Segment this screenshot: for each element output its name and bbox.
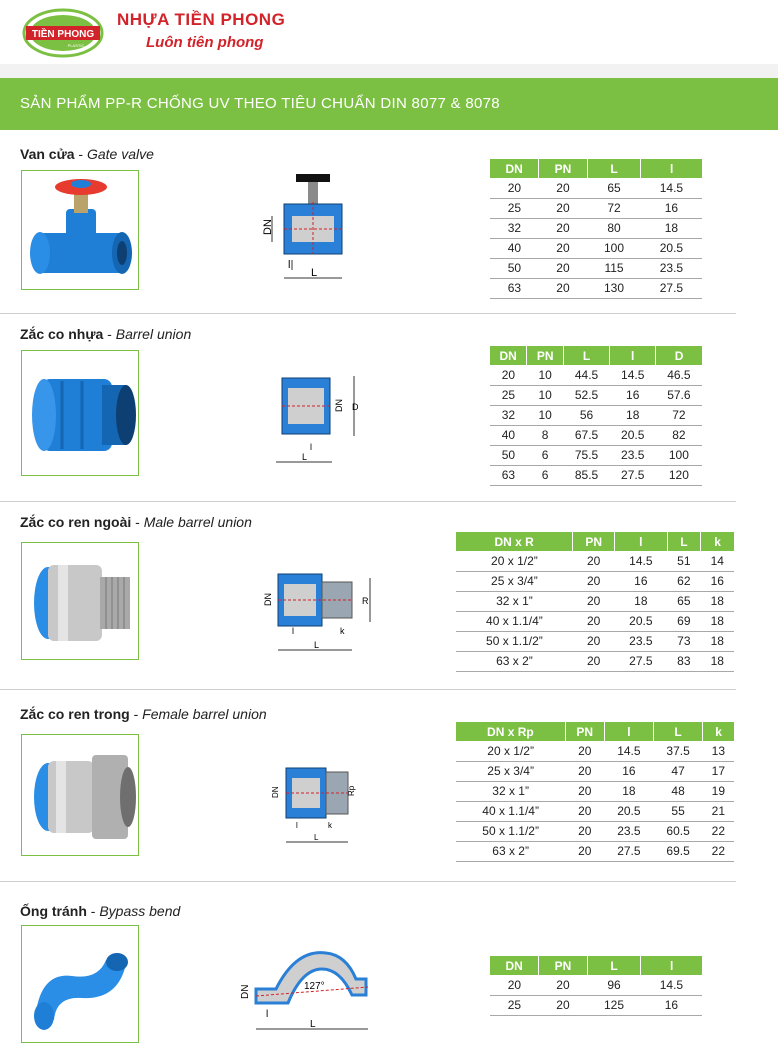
table-cell: 20	[573, 651, 615, 671]
table-cell: 20	[539, 238, 587, 258]
table-cell: 20	[539, 258, 587, 278]
column-header: L	[667, 532, 700, 551]
title-en: Barrel union	[115, 326, 192, 342]
table-cell: 20.5	[604, 801, 653, 821]
table-header-row	[490, 346, 702, 365]
table-cell: 16	[641, 995, 702, 1015]
table-cell: 20	[573, 591, 615, 611]
table-cell: 20	[573, 631, 615, 651]
table-cell: 18	[701, 631, 734, 651]
table-cell: 18	[641, 218, 702, 238]
table-cell: 67.5	[563, 425, 609, 445]
table-cell: 14	[701, 551, 734, 571]
table-row	[456, 551, 734, 571]
table-cell: 75.5	[563, 445, 609, 465]
table-cell: 20.5	[615, 611, 668, 631]
table-cell: 60.5	[653, 821, 702, 841]
label-l-small: l	[292, 626, 294, 636]
divider	[0, 689, 736, 690]
table-row	[490, 365, 702, 385]
label-k: k	[328, 821, 332, 830]
technical-drawing-gate-valve	[262, 172, 356, 286]
column-header: PN	[539, 159, 587, 178]
table-cell: 27.5	[610, 465, 656, 485]
banner	[0, 78, 778, 130]
spec-table-female-barrel-union	[456, 722, 734, 862]
table-cell: 32	[490, 405, 527, 425]
table-row	[456, 651, 734, 671]
table-cell: 22	[703, 821, 734, 841]
table-row	[490, 425, 702, 445]
table-cell: 96	[587, 975, 641, 995]
table-cell: 69.5	[653, 841, 702, 861]
section-title: Van cửa - Gate valve	[20, 146, 154, 162]
table-cell: 18	[701, 651, 734, 671]
table-cell: 130	[587, 278, 641, 298]
table-cell: 10	[527, 365, 564, 385]
label-rp: Rp	[347, 785, 356, 796]
table-cell: 40 x 1.1/4”	[456, 801, 565, 821]
table-row	[490, 385, 702, 405]
section-title: Zắc co nhựa - Barrel union	[20, 326, 192, 342]
title-en: Male barrel union	[143, 514, 252, 530]
table-header-row	[456, 722, 734, 741]
divider	[0, 313, 736, 314]
table-cell: 23.5	[610, 445, 656, 465]
section-title: Zắc co ren trong - Female barrel union	[20, 706, 267, 722]
table-cell: 20	[565, 741, 604, 761]
table-cell: 63	[490, 278, 539, 298]
spec-table-barrel-union	[490, 346, 702, 486]
table-header-row	[490, 956, 702, 975]
table-row	[456, 611, 734, 631]
product-photo-barrel-union	[21, 350, 139, 476]
table-row	[490, 405, 702, 425]
spec-table-gate-valve	[490, 159, 702, 299]
table-cell: 50	[490, 258, 539, 278]
column-header: PN	[539, 956, 587, 975]
column-header: D	[656, 346, 702, 365]
table-cell: 20	[539, 975, 587, 995]
table-cell: 20 x 1/2”	[456, 551, 573, 571]
table-cell: 6	[527, 465, 564, 485]
title-vn: Ống tránh	[20, 903, 87, 919]
column-header: l	[641, 956, 702, 975]
column-header: l	[610, 346, 656, 365]
column-header: L	[587, 159, 641, 178]
table-row	[490, 218, 702, 238]
table-cell: 100	[587, 238, 641, 258]
section-title: Zắc co ren ngoài - Male barrel union	[20, 514, 252, 530]
table-row	[456, 821, 734, 841]
table-cell: 18	[604, 781, 653, 801]
table-cell: 16	[701, 571, 734, 591]
label-l-large: L	[302, 452, 308, 462]
product-photo-male-barrel-union	[21, 542, 139, 660]
technical-drawing-female-barrel-union	[268, 756, 368, 852]
technical-drawing-bypass-bend	[236, 939, 376, 1035]
table-row	[490, 278, 702, 298]
table-cell: 25 x 3/4”	[456, 571, 573, 591]
table-cell: 50	[490, 445, 527, 465]
table-cell: 50 x 1.1/2”	[456, 631, 573, 651]
label-r: R	[362, 596, 369, 606]
table-cell: 25 x 3/4”	[456, 761, 565, 781]
table-cell: 6	[527, 445, 564, 465]
table-cell: 14.5	[641, 975, 702, 995]
table-cell: 44.5	[563, 365, 609, 385]
table-cell: 46.5	[656, 365, 702, 385]
table-cell: 27.5	[604, 841, 653, 861]
table-cell: 20.5	[641, 238, 702, 258]
table-row	[456, 591, 734, 611]
table-cell: 14.5	[610, 365, 656, 385]
column-header: PN	[527, 346, 564, 365]
table-cell: 14.5	[615, 551, 668, 571]
label-angle: 127°	[304, 981, 325, 992]
table-cell: 82	[656, 425, 702, 445]
table-cell: 120	[656, 465, 702, 485]
table-row	[456, 801, 734, 821]
product-photo-bypass-bend	[21, 925, 139, 1043]
divider	[0, 501, 736, 502]
table-cell: 14.5	[641, 178, 702, 198]
column-header: DN x Rp	[456, 722, 565, 741]
table-cell: 20	[490, 975, 539, 995]
table-row	[490, 198, 702, 218]
label-dn: DN	[271, 786, 280, 798]
label-dn: DN	[262, 219, 274, 235]
table-cell: 17	[703, 761, 734, 781]
title-vn: Van cửa	[20, 146, 75, 162]
table-cell: 72	[587, 198, 641, 218]
table-cell: 16	[610, 385, 656, 405]
table-row	[456, 761, 734, 781]
table-cell: 19	[703, 781, 734, 801]
table-cell: 63 x 2”	[456, 841, 565, 861]
table-cell: 16	[615, 571, 668, 591]
table-cell: 25	[490, 995, 539, 1015]
table-cell: 14.5	[604, 741, 653, 761]
table-cell: 27.5	[615, 651, 668, 671]
title-vn: Zắc co ren ngoài	[20, 514, 132, 530]
table-cell: 27.5	[641, 278, 702, 298]
table-cell: 65	[667, 591, 700, 611]
table-row	[456, 781, 734, 801]
technical-drawing-male-barrel-union	[262, 560, 382, 660]
table-cell: 10	[527, 385, 564, 405]
label-l-large: L	[311, 267, 318, 279]
table-row	[490, 238, 702, 258]
label-l-small: l	[288, 259, 291, 271]
table-row	[490, 178, 702, 198]
table-cell: 23.5	[615, 631, 668, 651]
section-title: Ống tránh - Bypass bend	[20, 903, 181, 919]
table-row	[490, 465, 702, 485]
table-header-row	[490, 159, 702, 178]
title-en: Female barrel union	[142, 706, 267, 722]
column-header: L	[587, 956, 641, 975]
column-header: DN	[490, 159, 539, 178]
column-header: PN	[573, 532, 615, 551]
column-header: k	[701, 532, 734, 551]
table-cell: 20	[490, 178, 539, 198]
table-cell: 20.5	[610, 425, 656, 445]
logo-subtext: PLASTIC	[67, 43, 85, 48]
column-header: l	[615, 532, 668, 551]
column-header: PN	[565, 722, 604, 741]
table-cell: 21	[703, 801, 734, 821]
table-cell: 23.5	[641, 258, 702, 278]
table-cell: 125	[587, 995, 641, 1015]
table-row	[490, 258, 702, 278]
column-header: L	[563, 346, 609, 365]
label-l-small: l	[310, 442, 312, 452]
label-dn: DN	[240, 984, 251, 999]
column-header: DN x R	[456, 532, 573, 551]
table-cell: 40	[490, 425, 527, 445]
table-cell: 63 x 2”	[456, 651, 573, 671]
table-cell: 22	[703, 841, 734, 861]
table-cell: 16	[604, 761, 653, 781]
table-cell: 57.6	[656, 385, 702, 405]
column-header: L	[653, 722, 702, 741]
label-l-small: l	[266, 1009, 269, 1020]
table-cell: 85.5	[563, 465, 609, 485]
table-cell: 20	[565, 841, 604, 861]
table-cell: 63	[490, 465, 527, 485]
table-cell: 20	[539, 218, 587, 238]
table-cell: 23.5	[604, 821, 653, 841]
header	[0, 0, 778, 64]
table-cell: 20 x 1/2”	[456, 741, 565, 761]
table-header-row	[456, 532, 734, 551]
table-cell: 20	[539, 278, 587, 298]
label-l-large: L	[314, 833, 319, 842]
label-l-large: L	[314, 640, 320, 650]
table-cell: 20	[573, 611, 615, 631]
table-cell: 16	[641, 198, 702, 218]
table-cell: 55	[653, 801, 702, 821]
table-cell: 51	[667, 551, 700, 571]
table-row	[456, 741, 734, 761]
label-dn: DN	[263, 593, 273, 606]
label-d: D	[352, 402, 359, 412]
table-cell: 20	[539, 178, 587, 198]
title-vn: Zắc co ren trong	[20, 706, 130, 722]
column-header: l	[641, 159, 702, 178]
table-cell: 18	[610, 405, 656, 425]
logo-text: TIỀN PHONG	[31, 29, 95, 40]
divider	[0, 881, 736, 882]
table-cell: 48	[653, 781, 702, 801]
table-cell: 69	[667, 611, 700, 631]
table-cell: 72	[656, 405, 702, 425]
table-cell: 25	[490, 385, 527, 405]
brand-name: NHỰA TIỀN PHONG	[117, 10, 286, 29]
table-cell: 18	[701, 611, 734, 631]
table-cell: 20	[539, 995, 587, 1015]
table-cell: 56	[563, 405, 609, 425]
table-cell: 40 x 1.1/4”	[456, 611, 573, 631]
title-vn: Zắc co nhựa	[20, 326, 104, 342]
table-cell: 20	[565, 781, 604, 801]
banner-title: SẢN PHẨM PP-R CHỐNG UV THEO TIÊU CHUẨN DIN 8077 & 8078	[20, 95, 500, 112]
title-en: Gate valve	[86, 146, 154, 162]
table-cell: 115	[587, 258, 641, 278]
table-cell: 83	[667, 651, 700, 671]
table-row	[456, 571, 734, 591]
table-cell: 62	[667, 571, 700, 591]
table-cell: 20	[490, 365, 527, 385]
header-gap	[0, 64, 778, 78]
table-cell: 40	[490, 238, 539, 258]
table-row	[456, 631, 734, 651]
table-cell: 20	[573, 571, 615, 591]
product-photo-female-barrel-union	[21, 734, 139, 856]
label-l-small: l	[296, 821, 298, 830]
table-cell: 37.5	[653, 741, 702, 761]
table-cell: 10	[527, 405, 564, 425]
table-cell: 20	[565, 821, 604, 841]
column-header: l	[604, 722, 653, 741]
spec-table-male-barrel-union	[456, 532, 734, 672]
table-row	[456, 841, 734, 861]
table-cell: 8	[527, 425, 564, 445]
table-cell: 52.5	[563, 385, 609, 405]
brand-slogan: Luôn tiên phong	[146, 34, 264, 51]
table-cell: 73	[667, 631, 700, 651]
table-row	[490, 995, 702, 1015]
table-cell: 18	[615, 591, 668, 611]
product-photo-gate-valve	[21, 170, 139, 290]
spec-table-bypass-bend	[490, 956, 702, 1016]
table-cell: 80	[587, 218, 641, 238]
table-cell: 100	[656, 445, 702, 465]
technical-drawing-barrel-union	[272, 358, 362, 468]
table-cell: 20	[539, 198, 587, 218]
tien-phong-logo	[22, 8, 104, 58]
table-cell: 50 x 1.1/2”	[456, 821, 565, 841]
column-header: DN	[490, 346, 527, 365]
table-cell: 65	[587, 178, 641, 198]
table-row	[490, 975, 702, 995]
table-cell: 13	[703, 741, 734, 761]
table-cell: 20	[565, 761, 604, 781]
table-cell: 32 x 1”	[456, 781, 565, 801]
table-row	[490, 445, 702, 465]
title-en: Bypass bend	[99, 903, 181, 919]
column-header: k	[703, 722, 734, 741]
table-cell: 25	[490, 198, 539, 218]
table-cell: 20	[573, 551, 615, 571]
table-cell: 32	[490, 218, 539, 238]
label-l-large: L	[310, 1019, 316, 1030]
table-cell: 32 x 1”	[456, 591, 573, 611]
table-cell: 20	[565, 801, 604, 821]
label-k: k	[340, 626, 345, 636]
label-dn: DN	[334, 399, 344, 412]
column-header: DN	[490, 956, 539, 975]
table-cell: 47	[653, 761, 702, 781]
table-cell: 18	[701, 591, 734, 611]
